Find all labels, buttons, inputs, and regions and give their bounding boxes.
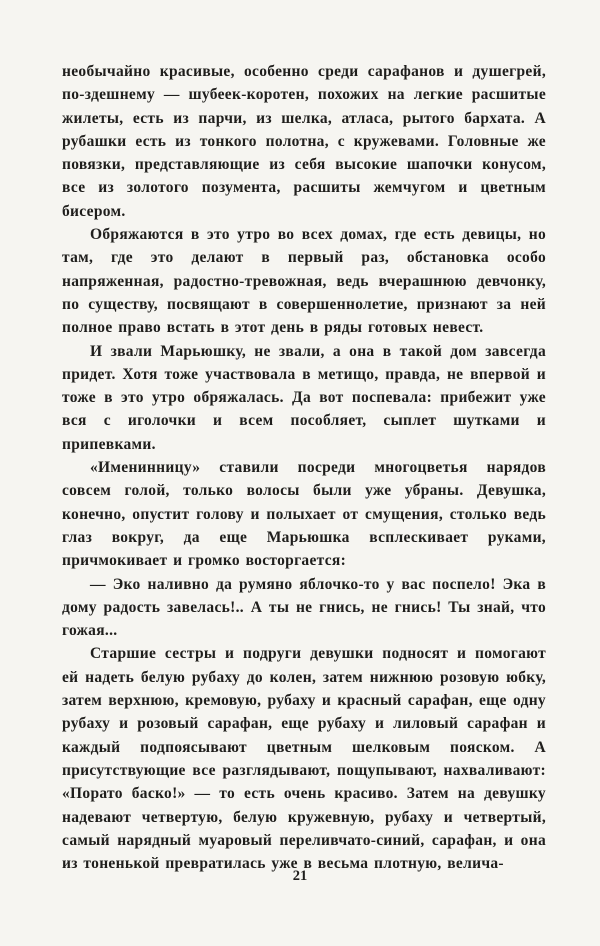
page-text-block [62,60,546,875]
paragraph: И звали Марьюшку, не звали, а она в такой дом завсегда придет. Хотя тоже участвовала в метищо, правда, не впервой и тоже в это утро обряжалась. Да вот поспевала: прибежит уже вся с иголочки и всем пособляет, сыплет шутками и припевками. [62,342,546,453]
page-number: 21 [292,868,308,884]
paragraph: Старшие сестры и подруги девушки подносят и помогают ей надеть белую рубаху до колен, затем нижнюю розовую юбку, затем верхнюю, кремовую, рубаху и красный сарафан, еще одну рубаху и розовый сарафан, еще рубаху и лиловый сарафан и каждый подпоясывают цветным шелковым пояском. А присутствующие все разглядывают, пощупывают, нахваливают: «Порато баско!» — то есть очень красиво. Затем на девушку надевают четвертую, белую кружевную, рубаху и четвертый, самый нарядный муаровый переливчато-синий, сарафан, и она из тоненькой превратилась уже в весьма плотную, велича- [62,645,546,873]
paragraph: «Именинницу» ставили посреди многоцветья нарядов совсем голой, только волосы были уже убраны. Девушка, конечно, опустит голову и полыхает от смущения, столько ведь глаз вокруг, да еще Марьюшка всплескивает руками, причмокивает и громко восторгается: [62,459,546,570]
paragraph: необычайно красивые, особенно среди сарафанов и душегрей, по-здешнему — шубеек-коротен, похожих на легкие расшитые жилеты, есть из парчи, из шелка, атласа, рытого бархата. А рубашки есть из тонкого полотна, с кружевами. Головные же повязки, представляющие из себя высокие шапочки конусом, все из золотого позумента, расшиты жемчугом и цветным бисером. [62,63,546,220]
paragraph: Обряжаются в это утро во всех домах, где есть девицы, но там, где это делают в первый раз, обстановка особо напряженная, радостно-тревожная, ведь вчерашнюю девчонку, по существу, посвящают в совершеннолетие, признают за ней полное право встать в этот день в ряды готовых невест. [62,226,546,337]
paragraph: — Эко наливно да румяно яблочко-то у вас поспело! Эка в дому радость завелась!.. А ты не гнись, не гнись! Ты знай, что гожая... [62,575,546,640]
